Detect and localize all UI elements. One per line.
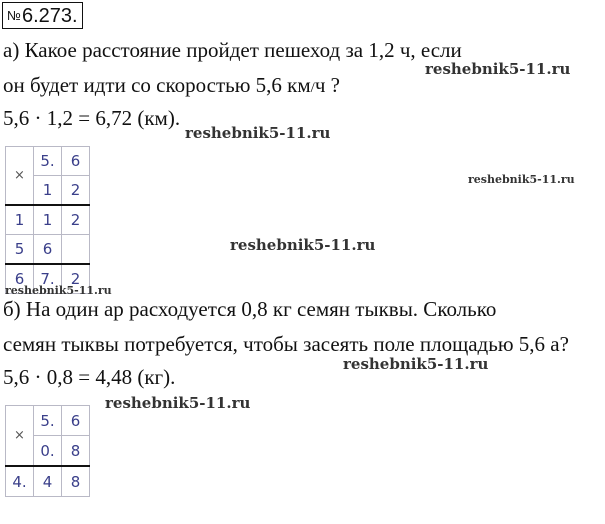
part-a-question-line1: а) Какое расстояние пройдет пешеход за 1,2 ч, если [3,38,462,62]
task-number-value: 6.273. [21,5,78,27]
grid-cell: 5. [34,147,62,176]
grid-cell: 5 [6,235,34,265]
part-a-equation: 5,6 · 1,2 = 6,72 (км). [3,106,181,130]
grid-row [6,235,90,265]
task-number [2,2,83,29]
grid-cell: 2 [62,176,90,206]
part-b-multiplication-grid [5,405,90,497]
grid-row [6,205,90,235]
watermark: reshebnik5-11.ru [425,60,571,78]
watermark: reshebnik5-11.ru [468,173,575,186]
part-b-question-line1: б) На один ар расходуется 0,8 кг семян тыквы. Сколько [3,297,497,321]
grid-cell: 0. [34,436,62,467]
grid-cell: 2 [62,205,90,235]
grid-cell: 6 [62,147,90,176]
grid-cell [62,235,90,265]
grid-cell: 7. [34,264,62,294]
grid-cell: 1 [34,205,62,235]
part-a-multiplication-grid [5,146,90,294]
number-sign: № [7,8,21,23]
watermark: reshebnik5-11.ru [5,284,112,297]
grid-row [6,406,90,436]
grid-cell: 5. [34,406,62,436]
part-b-question-line2: семян тыквы потребуется, чтобы засеять поле площадью 5,6 а? [3,332,569,356]
grid-row [6,147,90,176]
grid-cell: 6 [34,235,62,265]
grid-cell: 4. [6,466,34,497]
multiply-sign: × [6,406,34,467]
grid-cell: 4 [34,466,62,497]
watermark: reshebnik5-11.ru [343,355,489,373]
grid-row [6,466,90,497]
grid-cell: 8 [62,436,90,467]
grid-cell: 6 [6,264,34,294]
watermark: reshebnik5-11.ru [230,236,376,254]
unit-slash: / [310,80,315,96]
grid-cell: 2 [62,264,90,294]
multiply-sign: × [6,147,34,206]
part-a-line2-start: он будет идти со скоростью 5,6 км [3,73,311,97]
grid-cell: 1 [34,176,62,206]
part-b-equation: 5,6 · 0,8 = 4,48 (кг). [3,365,176,389]
watermark: reshebnik5-11.ru [105,394,251,412]
grid-cell: 1 [6,205,34,235]
part-a-line2-end: ч ? [314,73,340,97]
part-a-question-line2 [3,73,340,98]
grid-cell: 6 [62,406,90,436]
watermark: reshebnik5-11.ru [185,124,331,142]
grid-cell: 8 [62,466,90,497]
